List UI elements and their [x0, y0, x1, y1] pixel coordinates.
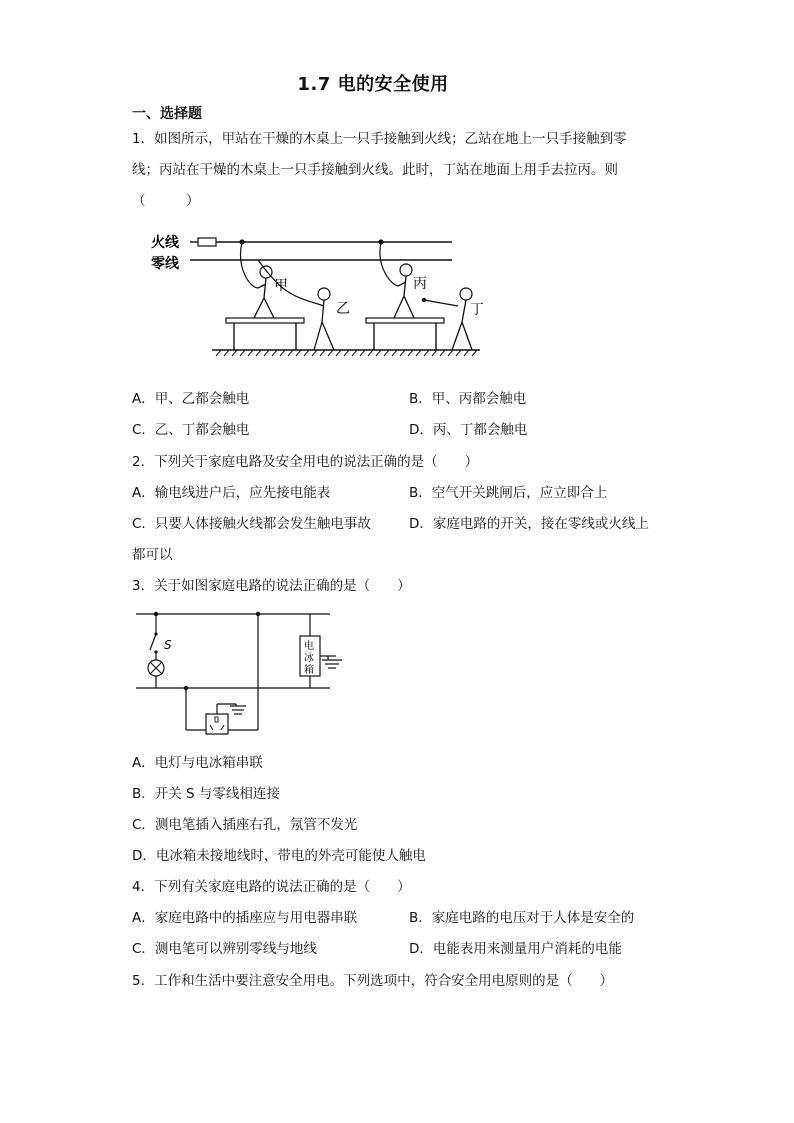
neutral-wire-label: 零线 — [151, 256, 179, 272]
lamp-icon — [148, 660, 164, 676]
q3-circuit-figure — [130, 606, 360, 738]
q3-stem: 3．关于如图家庭电路的说法正确的是（ ） — [132, 578, 411, 594]
q3-option-b: B．开关 S 与零线相连接 — [132, 786, 280, 802]
q1-option-d: D．丙、丁都会触电 — [409, 422, 528, 438]
q1-stem-line2: 线；丙站在干燥的木桌上一只手接触到火线。此时，丁站在地面上用手去拉丙。则 — [132, 162, 618, 178]
person-jia — [241, 242, 274, 318]
q3-option-a: A．电灯与电冰箱串联 — [132, 755, 263, 771]
q2-option-d-line2: 都可以 — [132, 547, 173, 563]
live-wire-label: 火线 — [151, 235, 179, 251]
q3-option-c: C．测电笔插入插座右孔，氖管不发光 — [132, 817, 358, 833]
q1-option-b: B．甲、丙都会触电 — [409, 391, 527, 407]
q4-option-b: B．家庭电路的电压对于人体是安全的 — [409, 910, 635, 926]
q5-stem: 5．工作和生活中要注意安全用电。下列选项中，符合安全用电原则的是（ ） — [132, 973, 614, 989]
label-jia: 甲 — [274, 278, 288, 294]
fridge-ground-symbol-icon — [322, 656, 342, 668]
q2-stem: 2．下列关于家庭电路及安全用电的说法正确的是（ ） — [132, 454, 479, 470]
q1-stem-line1: 1．如图所示，甲站在干燥的木桌上一只手接触到火线；乙站在地上一只手接触到零 — [132, 131, 627, 147]
fuse-icon — [198, 238, 216, 246]
q2-option-b: B．空气开关跳闸后，应立即合上 — [409, 485, 608, 501]
q4-option-d: D．电能表用来测量用户消耗的电能 — [409, 941, 622, 957]
switch-label: S — [164, 638, 172, 652]
switch-icon — [150, 632, 158, 653]
wooden-table-2 — [366, 318, 444, 350]
q1-stem-line3: （ ） — [132, 193, 200, 209]
fridge-label-3: 箱 — [304, 665, 314, 676]
fridge-label-2: 冰 — [304, 653, 314, 664]
q2-option-c: C．只要人体接触火线都会发生触电事故 — [132, 516, 371, 532]
q2-option-a: A．输电线进户后，应先接电能表 — [132, 485, 331, 501]
q1-option-a: A．甲、乙都会触电 — [132, 391, 250, 407]
page-title: 1.7 电的安全使用 — [297, 74, 449, 95]
q3-option-d: D．电冰箱未接地线时，带电的外壳可能使人触电 — [132, 848, 426, 864]
ground-symbol-icon — [230, 704, 246, 714]
wooden-table-1 — [226, 318, 304, 350]
q1-option-c: C．乙、丁都会触电 — [132, 422, 250, 438]
label-bing: 丙 — [413, 276, 427, 292]
fridge-label-1: 电 — [304, 641, 314, 652]
q4-option-c: C．测电笔可以辨别零线与地线 — [132, 941, 317, 957]
q2-option-d-line1: D．家庭电路的开关，接在零线或火线上 — [409, 516, 649, 532]
person-bing — [380, 242, 414, 318]
section-heading: 一、选择题 — [132, 106, 202, 122]
q1-figure — [140, 226, 484, 366]
q4-stem: 4．下列有关家庭电路的说法正确的是（ ） — [132, 879, 411, 895]
q4-option-a: A．家庭电路中的插座应与用电器串联 — [132, 910, 358, 926]
ground-hatching — [212, 350, 480, 356]
socket-icon — [206, 714, 228, 734]
label-yi: 乙 — [336, 301, 350, 317]
label-ding: 丁 — [470, 302, 484, 318]
